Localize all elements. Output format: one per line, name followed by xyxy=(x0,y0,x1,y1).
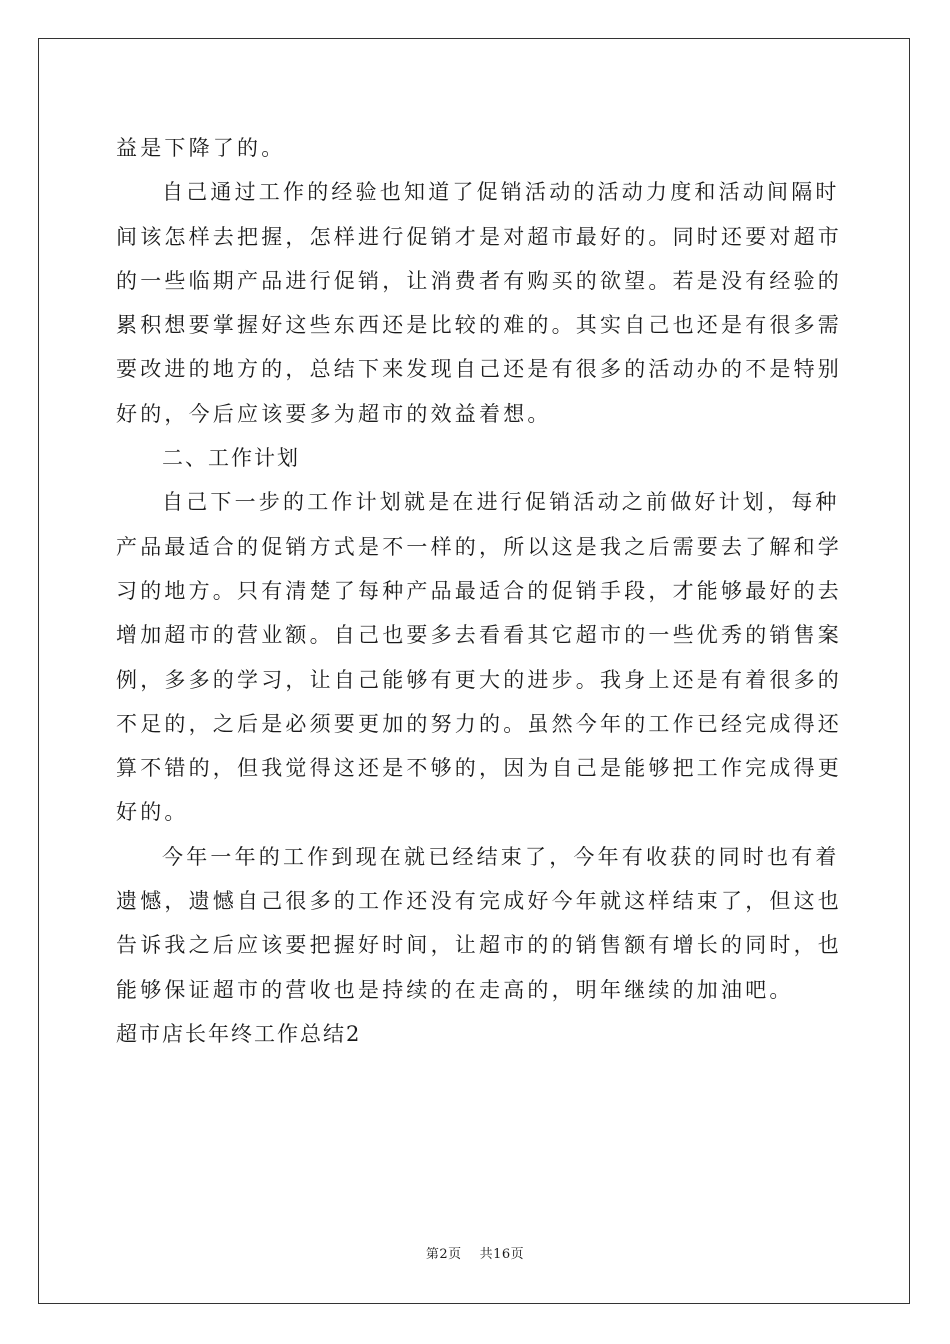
text-line: 习的地方。只有清楚了每种产品最适合的促销手段，才能够最好的去 xyxy=(116,578,842,603)
page-number-total: 共16页 xyxy=(479,1247,525,1262)
text-line: 增加超市的营业额。自己也要多去看看其它超市的一些优秀的销售案 xyxy=(116,623,842,648)
text-line: 累积想要掌握好这些东西还是比较的难的。其实自己也还是有很多需 xyxy=(116,313,842,338)
text-line: 产品最适合的促销方式是不一样的，所以这是我之后需要去了解和学 xyxy=(116,534,842,559)
text-line: 能够保证超市的营收也是持续的在走高的，明年继续的加油吧。 xyxy=(116,977,794,1002)
page-footer xyxy=(0,1243,950,1262)
text-line: 自己通过工作的经验也知道了促销活动的活动力度和活动间隔时 xyxy=(162,180,840,205)
text-line: 好的。 xyxy=(116,800,189,825)
text-line: 算不错的，但我觉得这还是不够的，因为自己是能够把工作完成得更 xyxy=(116,756,842,781)
text-line: 的一些临期产品进行促销，让消费者有购买的欲望。若是没有经验的 xyxy=(116,268,842,293)
document-title-next: 超市店长年终工作总结2 xyxy=(116,1021,362,1046)
document-body xyxy=(116,126,842,1056)
text-line: 不足的，之后是必须要更加的努力的。虽然今年的工作已经完成得还 xyxy=(116,711,842,736)
text-line: 自己下一步的工作计划就是在进行促销活动之前做好计划，每种 xyxy=(162,490,840,515)
text-line: 遗憾，遗憾自己很多的工作还没有完成好今年就这样结束了，但这也 xyxy=(116,889,842,914)
text-line: 间该怎样去把握，怎样进行促销才是对超市最好的。同时还要对超市 xyxy=(116,224,842,249)
text-line: 今年一年的工作到现在就已经结束了，今年有收获的同时也有着 xyxy=(162,844,840,869)
text-line: 益是下降了的。 xyxy=(116,136,286,160)
text-line: 告诉我之后应该要把握好时间，让超市的的销售额有增长的同时，也 xyxy=(116,933,842,958)
text-line: 要改进的地方的，总结下来发现自己还是有很多的活动办的不是特别 xyxy=(116,357,842,382)
section-heading: 二、工作计划 xyxy=(162,446,300,471)
text-line: 好的，今后应该要多为超市的效益着想。 xyxy=(116,401,552,426)
text-line: 例，多多的学习，让自己能够有更大的进步。我身上还是有着很多的 xyxy=(116,667,842,692)
page-number-current: 第2页 xyxy=(425,1247,462,1262)
